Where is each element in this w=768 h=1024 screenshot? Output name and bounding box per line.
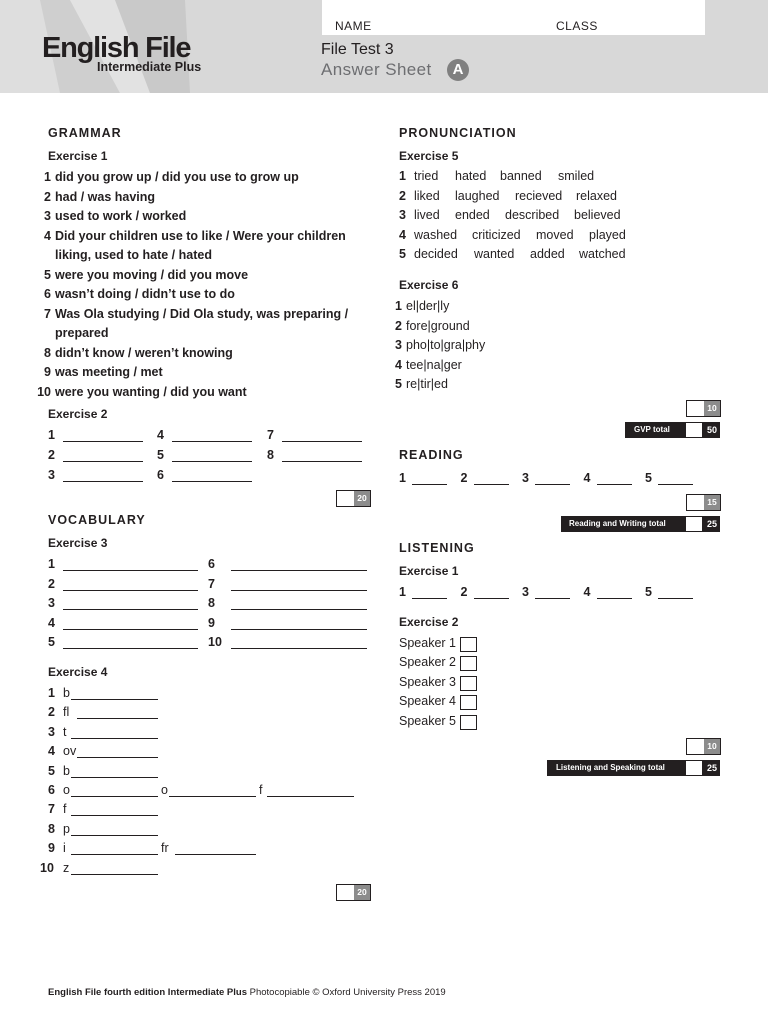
syllable-word: pho|to|gra|phy	[406, 338, 486, 352]
vocabulary-score-max: 20	[354, 885, 370, 900]
item-answer: was meeting / met	[55, 365, 163, 379]
pronunciation-ex6-item	[391, 297, 591, 317]
answer-blank[interactable]	[231, 648, 367, 649]
answer-blank[interactable]	[658, 484, 693, 485]
answer-blank[interactable]	[597, 598, 632, 599]
blank-number: 3	[522, 471, 529, 485]
word-start: p	[63, 821, 70, 836]
pronunciation-score-box[interactable]	[686, 400, 721, 417]
word-start: f	[259, 783, 263, 797]
blank-number: 3	[48, 596, 55, 610]
item-number: 5	[399, 247, 406, 261]
pronunciation-word[interactable]: wanted	[474, 247, 515, 261]
answer-blank[interactable]	[63, 629, 198, 630]
answer-blank[interactable]	[412, 598, 447, 599]
pronunciation-ex6-item	[391, 317, 591, 337]
name-label: NAME	[335, 19, 372, 33]
speaker-answer-box[interactable]	[460, 695, 477, 710]
answer-blank[interactable]	[231, 570, 367, 571]
answer-blank[interactable]	[71, 854, 159, 855]
speaker-label: Speaker 3	[399, 674, 456, 689]
answer-blank[interactable]	[71, 738, 159, 739]
pronunciation-word[interactable]: played	[589, 227, 626, 242]
blank-number: 4	[157, 428, 164, 442]
grammar-ex1-item	[37, 383, 360, 403]
answer-blank[interactable]	[175, 854, 256, 855]
pronunciation-word[interactable]: washed	[414, 227, 458, 242]
speaker-answer-box[interactable]	[460, 676, 477, 691]
word-start: fr	[161, 841, 169, 856]
exercise-2-heading: Exercise 2	[48, 407, 108, 421]
grammar-ex1-item	[40, 168, 360, 188]
item-number: 7	[44, 306, 51, 321]
brand-logo: English File	[42, 32, 191, 64]
syllable-word: tee|na|ger	[406, 357, 462, 372]
footer-copyright: Photocopiable © Oxford University Press 2019	[249, 987, 446, 998]
blank-number: 2	[48, 705, 55, 720]
listening-score-max: 10	[704, 739, 720, 754]
grammar-ex1-item	[40, 227, 360, 266]
grammar-ex1-item	[40, 305, 360, 344]
item-answer: didn’t know / weren’t knowing	[55, 345, 233, 360]
blank-number: 1	[48, 686, 55, 700]
item-number: 5	[395, 377, 402, 391]
reading-writing-total-label: Reading and Writing total	[569, 519, 666, 528]
word-start: ov	[63, 744, 77, 759]
reading-score-max: 15	[704, 495, 720, 510]
reading-writing-total-bar	[561, 516, 720, 532]
answer-blank[interactable]	[71, 835, 159, 836]
speaker-answer-box[interactable]	[460, 637, 477, 652]
blank-number: 9	[208, 615, 215, 630]
answer-blank[interactable]	[71, 796, 159, 797]
answer-blank[interactable]	[535, 484, 570, 485]
grammar-score-box[interactable]	[336, 490, 371, 507]
item-answer: used to work / worked	[55, 209, 187, 223]
listening-exercise-2-heading: Exercise 2	[399, 615, 459, 629]
grammar-ex1-item	[40, 344, 360, 364]
blank-number: 7	[208, 576, 215, 591]
item-number: 1	[395, 299, 402, 313]
blank-number: 10	[208, 635, 222, 649]
word-start: fl	[63, 705, 70, 720]
pronunciation-word[interactable]: laughed	[455, 188, 500, 203]
answer-blank[interactable]	[282, 461, 362, 462]
answer-blank[interactable]	[231, 590, 367, 591]
listening-heading: LISTENING	[399, 541, 475, 555]
pronunciation-ex6-item	[391, 336, 591, 356]
blank-number: 3	[522, 585, 529, 599]
answer-blank[interactable]	[282, 441, 362, 442]
speaker-label: Speaker 2	[399, 655, 456, 670]
item-number: 4	[399, 227, 406, 242]
answer-blank[interactable]	[474, 598, 509, 599]
answer-blank[interactable]	[63, 481, 143, 482]
blank-number: 8	[267, 448, 274, 462]
name-class-bar	[322, 0, 705, 35]
item-answer: did you grow up / did you use to grow up	[55, 170, 299, 184]
answer-blank[interactable]	[63, 609, 198, 610]
grammar-ex1-item	[40, 363, 360, 383]
item-number: 9	[44, 365, 51, 379]
blank-number: 4	[583, 585, 591, 599]
answer-blank[interactable]	[71, 777, 159, 778]
blank-number: 2	[48, 576, 55, 591]
pronunciation-exercise-6-list	[391, 297, 591, 395]
pronunciation-word[interactable]: liked	[414, 188, 440, 203]
reading-score-box[interactable]	[686, 494, 721, 511]
item-number: 4	[44, 228, 51, 243]
pronunciation-word[interactable]: decided	[414, 247, 458, 261]
pronunciation-word[interactable]: criticized	[472, 227, 521, 242]
answer-blank[interactable]	[172, 461, 252, 462]
pronunciation-heading: PRONUNCIATION	[399, 126, 517, 140]
item-answer: Was Ola studying / Did Ola study, was preparing / prepared	[55, 306, 349, 340]
pronunciation-word[interactable]: tried	[414, 169, 439, 183]
answer-blank[interactable]	[597, 484, 632, 485]
pronunciation-ex6-item	[391, 375, 591, 395]
blank-number: 9	[48, 841, 55, 856]
blank-number: 4	[48, 615, 55, 630]
listening-speaking-total-label: Listening and Speaking total	[556, 763, 665, 772]
blank-number: 1	[399, 585, 406, 599]
pronunciation-word[interactable]: watched	[579, 247, 626, 261]
answer-blank[interactable]	[71, 874, 159, 875]
grammar-ex1-item	[40, 188, 360, 208]
grammar-ex1-item	[40, 207, 360, 227]
brand-subtitle: Intermediate Plus	[97, 60, 202, 74]
blank-number: 2	[48, 448, 55, 462]
word-start: t	[63, 724, 67, 739]
blank-number: 8	[208, 596, 215, 610]
exercise-4-heading: Exercise 4	[48, 665, 108, 679]
pronunciation-word[interactable]: moved	[536, 227, 574, 242]
word-start: b	[63, 763, 70, 778]
item-number: 1	[44, 170, 51, 184]
grammar-score-max: 20	[354, 491, 370, 506]
item-answer: were you moving / did you move	[55, 267, 249, 282]
blank-number: 6	[157, 468, 164, 482]
blank-number: 3	[48, 724, 55, 739]
word-start: z	[63, 860, 70, 875]
answer-blank[interactable]	[658, 598, 693, 599]
class-label: CLASS	[556, 19, 598, 33]
blank-number: 3	[48, 468, 55, 482]
gvp-total-input[interactable]	[686, 423, 702, 437]
version-badge: A	[447, 59, 469, 81]
pronunciation-word[interactable]: described	[505, 208, 560, 222]
pronunciation-word[interactable]: ended	[455, 208, 490, 222]
answer-blank[interactable]	[63, 461, 143, 462]
listening-speaking-total-bar	[547, 760, 720, 776]
answer-blank[interactable]	[231, 609, 367, 610]
item-answer: were you wanting / did you want	[55, 384, 247, 399]
answer-blank[interactable]	[474, 484, 509, 485]
item-number: 3	[399, 208, 406, 222]
vocabulary-heading: VOCABULARY	[48, 513, 146, 527]
answer-blank[interactable]	[169, 796, 257, 797]
word-start: i	[63, 841, 66, 856]
exercise-6-heading: Exercise 6	[399, 278, 459, 292]
pronunciation-word[interactable]: banned	[500, 169, 542, 183]
blank-number: 5	[645, 585, 652, 599]
item-number: 2	[399, 188, 406, 203]
grammar-heading: GRAMMAR	[48, 126, 122, 140]
listening-score-box[interactable]	[686, 738, 721, 755]
answer-blank[interactable]	[231, 629, 367, 630]
item-number: 2	[44, 189, 51, 204]
pronunciation-word[interactable]: recieved	[515, 188, 563, 203]
word-start: b	[63, 686, 70, 700]
blank-number: 1	[48, 428, 55, 442]
speaker-label: Speaker 1	[399, 636, 456, 650]
reading-writing-total-max: 25	[706, 519, 717, 529]
answer-blank[interactable]	[77, 757, 158, 758]
syllable-word: el|der|ly	[406, 299, 450, 313]
item-number: 3	[395, 338, 402, 352]
word-start: f	[63, 802, 67, 817]
blank-number: 1	[48, 557, 55, 571]
blank-number: 7	[267, 428, 274, 442]
answer-blank[interactable]	[267, 796, 355, 797]
item-number: 5	[44, 267, 51, 282]
blank-number: 6	[208, 557, 215, 571]
answer-blank[interactable]	[71, 815, 159, 816]
gvp-total-label: GVP total	[634, 425, 670, 434]
word-start: o	[161, 783, 168, 797]
item-number: 6	[44, 287, 51, 301]
footer-title: English File fourth edition Intermediate Plus	[48, 987, 247, 998]
answer-blank[interactable]	[535, 598, 570, 599]
item-number: 4	[395, 357, 402, 372]
speaker-answer-box[interactable]	[460, 656, 477, 671]
reading-writing-total-input[interactable]	[686, 517, 702, 531]
word-start: o	[63, 783, 70, 797]
item-number: 1	[399, 169, 406, 183]
item-number: 3	[44, 209, 51, 223]
answer-blank[interactable]	[412, 484, 447, 485]
answer-blank[interactable]	[172, 441, 252, 442]
speaker-label: Speaker 4	[399, 694, 456, 709]
exercise-5-heading: Exercise 5	[399, 149, 459, 163]
answer-blank[interactable]	[63, 648, 198, 649]
blank-number: 2	[460, 471, 468, 485]
blank-number: 10	[40, 860, 54, 875]
blank-number: 4	[583, 471, 591, 485]
answer-blank[interactable]	[63, 590, 198, 591]
answer-blank[interactable]	[63, 570, 198, 571]
blank-number: 7	[48, 802, 55, 817]
pronunciation-word[interactable]: smiled	[558, 169, 595, 183]
page-footer	[48, 987, 446, 998]
item-answer: had / was having	[55, 189, 156, 204]
item-number: 10	[37, 384, 51, 399]
item-answer: wasn’t doing / didn’t use to do	[55, 287, 235, 301]
answer-blank[interactable]	[63, 441, 143, 442]
pronunciation-word[interactable]: added	[530, 247, 565, 261]
grammar-ex1-item	[40, 285, 360, 305]
blank-number: 5	[157, 448, 164, 462]
blank-number: 8	[48, 821, 55, 836]
page-header	[0, 0, 768, 93]
answer-blank[interactable]	[172, 481, 252, 482]
answer-sheet-title: Answer Sheet	[321, 60, 432, 79]
pronunciation-word[interactable]: relaxed	[576, 188, 617, 203]
blank-number: 4	[48, 744, 55, 759]
listening-exercise-1-heading: Exercise 1	[399, 564, 459, 578]
answer-blank[interactable]	[77, 718, 158, 719]
item-number: 2	[395, 318, 402, 333]
listening-speaking-total-input[interactable]	[686, 761, 702, 775]
blank-number: 5	[48, 763, 55, 778]
pronunciation-ex6-item	[391, 356, 591, 376]
blank-number: 6	[48, 783, 55, 797]
reading-heading: READING	[399, 448, 464, 462]
syllable-word: fore|ground	[406, 318, 470, 333]
blank-number: 2	[460, 585, 468, 599]
speaker-answer-box[interactable]	[460, 715, 477, 730]
pronunciation-word[interactable]: lived	[414, 208, 440, 222]
speaker-label: Speaker 5	[399, 713, 456, 728]
listening-speaking-total-max: 25	[706, 763, 717, 773]
test-title: File Test 3	[321, 41, 394, 58]
syllable-word: re|tir|ed	[406, 377, 448, 391]
vocabulary-score-box[interactable]	[336, 884, 371, 901]
gvp-total-max: 50	[706, 425, 717, 435]
exercise-3-heading: Exercise 3	[48, 536, 108, 550]
blank-number: 1	[399, 471, 406, 485]
answer-blank[interactable]	[71, 699, 159, 700]
pronunciation-word[interactable]: believed	[574, 208, 621, 222]
exercise-1-heading: Exercise 1	[48, 149, 108, 163]
pronunciation-word[interactable]: hated	[455, 169, 487, 183]
item-answer: Did your children use to like / Were your children liking, used to hate / hated	[55, 228, 346, 262]
blank-number: 5	[48, 635, 55, 649]
grammar-exercise-1-list	[37, 168, 360, 402]
grammar-ex1-item	[40, 266, 360, 286]
gvp-total-bar	[625, 422, 720, 438]
blank-number: 5	[645, 471, 652, 485]
pronunciation-score-max: 10	[704, 401, 720, 416]
item-number: 8	[44, 345, 51, 360]
